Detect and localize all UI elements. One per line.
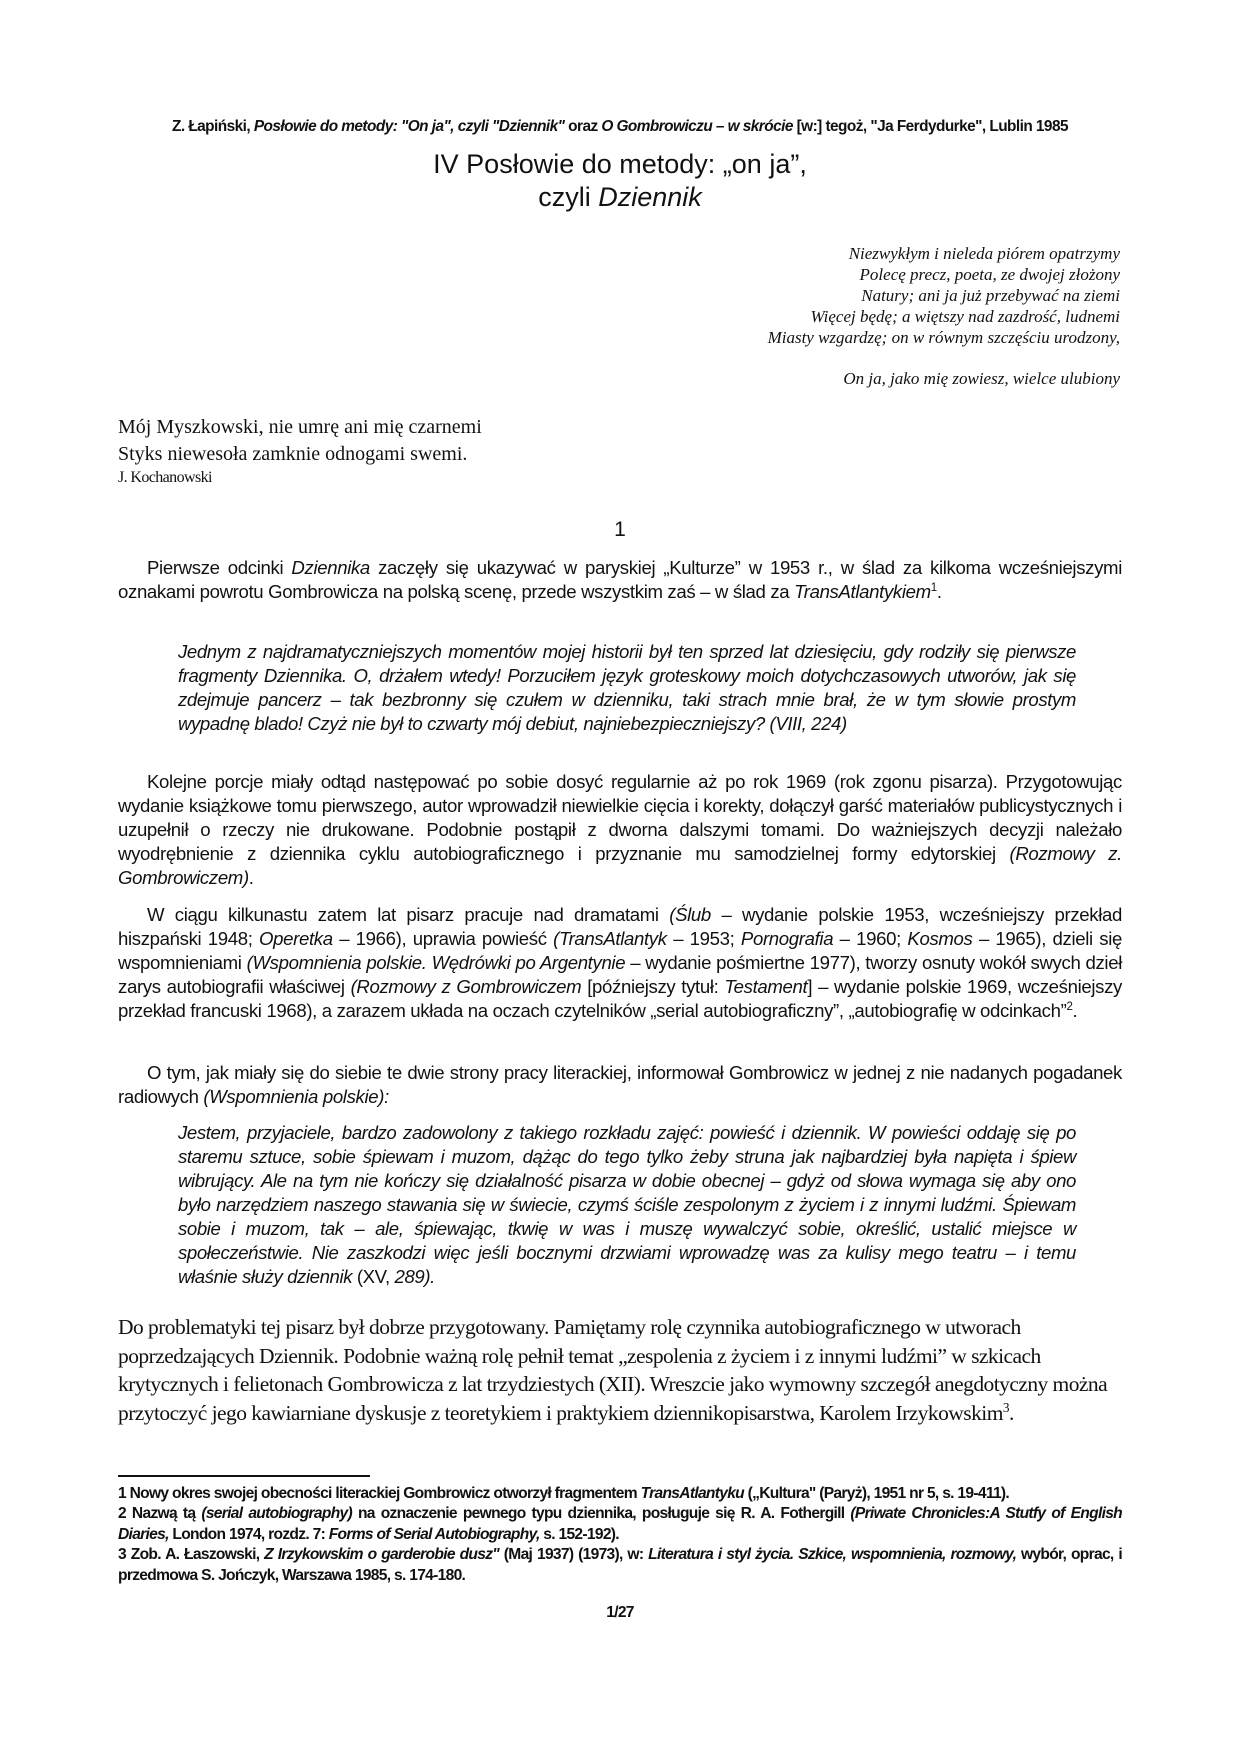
text: – 1966), uprawia powieść (332, 928, 554, 949)
section-number: 1 (614, 518, 626, 541)
motto (118, 414, 818, 488)
chapter-title-prefix: czyli (538, 182, 599, 212)
motto-line: Styks niewesoła zamknie odnogami swemi. (118, 443, 468, 465)
text-italic: TransAtlantykiem (794, 581, 931, 602)
epigraph-last-line: On ja, jako mię zowiesz, wielce ulubiony (843, 369, 1120, 388)
text: wybór, oprac, i przedmowa S. Jończyk, Warszawa 1985, s. 174-180. (118, 1546, 1122, 1584)
text-italic: (Rozmowy z. Gombrowiczem) (118, 843, 1122, 888)
paragraph-1 (118, 556, 1122, 604)
chapter-title-line-1: IV Posłowie do metody: „on ja”, (433, 149, 807, 179)
text-italic: Pornografia (740, 928, 834, 949)
chapter-title (118, 148, 1122, 214)
text-italic: Testament (724, 976, 808, 997)
epigraph (600, 243, 1120, 389)
text: – 1960; (833, 928, 908, 949)
chapter-title-line-2 (118, 181, 1122, 214)
text: [późniejszy tytuł: (581, 976, 725, 997)
header-author: Z. Łapiński, (172, 118, 254, 135)
paragraph-4 (118, 1061, 1122, 1109)
text-italic: (Ślub (669, 904, 711, 925)
text: – 1965), dzieli się wspomnieniami (118, 928, 1122, 973)
paragraph-3 (118, 903, 1122, 1023)
text-italic: Literatura i styl życia. Szkice, wspomnienia, rozmowy, (648, 1546, 1017, 1564)
text-italic: (Wspomnienia polskie): (203, 1086, 389, 1107)
motto-author: J. Kochanowski (118, 469, 212, 486)
footnote-ref-3[interactable]: 3 (1002, 1399, 1009, 1415)
text: . (1072, 1000, 1078, 1021)
epigraph-line: Natury; ani ja już przebywać na ziemi (861, 286, 1120, 305)
header-source: [w:] tegoż, "Ja Ferdydurke", Lublin 1985 (792, 118, 1068, 135)
text-italic: (Wspomnienia polskie. Wędrówki po Argentynie (246, 952, 626, 973)
text: na oznaczenie pewnego typu dziennika, posługuje się R. A. Fothergill (352, 1505, 851, 1523)
text: . (248, 867, 254, 888)
quote-text: Jestem, przyjaciele, bardzo zadowolony z takiego rozkładu zajęć: powieść i dziennik. W powieści oddaję się po staremu sztuce, sobie śpiewam i muzom, dążąc do tego tylko żeby struna jak najbardziej była napięta i śpiew wibrujący. Ale na tym nie kończy się działalność pisarza w dobie obecnej – gdyż od słowa wymaga się aby ono było narzędziem naszego stawania się w świecie, czymś ściśle zespolonym z życiem i z innymi ludźmi. Śpiewam sobie i muzom, tak – ale, śpiewając, tkwię w was i muszę wywalczyć sobie, określić, ustalić miejsce w społeczeństwie. Nie zaszkodzi więc jeśli bocznymi drzwiami wprowadzę was za kulisy mego teatru – i temu właśnie służy dziennik (178, 1122, 1076, 1287)
running-header-reference (118, 118, 1122, 136)
text: 1 Nowy okres swojej obecności literackiej Gombrowicz otworzył fragmentem (118, 1485, 641, 1502)
epigraph-line: Niezwykłym i nieleda piórem opatrzymy (848, 244, 1120, 263)
footnotes (118, 1484, 1122, 1586)
text: . (1009, 1400, 1014, 1425)
text: – wydanie pośmiertne 1977), tworzy osnuty wokół swych dzieł zarys autobiografii właściwej (118, 952, 1122, 997)
quote-citation-page: 289). (394, 1266, 435, 1287)
text-italic: Forms of Serial Autobiography, (328, 1525, 540, 1543)
footnote-ref-1[interactable]: 1 (930, 581, 937, 594)
text: („Kultura" (Paryż), 1951 nr 5, s. 19-411). (744, 1485, 1010, 1502)
block-quote-2 (178, 1121, 1076, 1289)
text: – wydanie polskie 1953, wcześniejszy przekład hiszpański 1948; (118, 904, 1122, 949)
text-italic: Z Irzykowskim o garderobie dusz" (264, 1546, 500, 1564)
quote-citation: (XV, (356, 1266, 395, 1287)
footnote-2 (118, 1504, 1122, 1545)
text-italic: (Rozmowy z Gombrowiczem (350, 976, 582, 997)
paragraph-2 (118, 770, 1122, 890)
footnote-separator (118, 1475, 370, 1477)
page-number: 1/27 (606, 1604, 634, 1621)
chapter-title-italic: Dziennik (598, 182, 702, 212)
text: Do problematyki tej pisarz był dobrze przygotowany. Pamiętamy rolę czynnika autobiograficznego w utworach poprzedzających Dziennik. Podobnie ważną rolę pełnił temat „zespolenia z życiem i z innymi ludźmi” w szkicach krytycznych i felietonach Gombrowicza z lat trzydziestych (XII). Wreszcie jako wymowny szczegół anegdotyczny można przytoczyć jego kawiarniane dyskusje z teoretykiem i praktykiem dziennikopisarstwa, Karolem Irzykowskim (118, 1315, 1108, 1425)
footnote-3 (118, 1545, 1122, 1586)
footnote-ref-2[interactable]: 2 (1066, 1000, 1073, 1013)
text: – 1953; (666, 928, 741, 949)
header-work-title: Posłowie do metody: "On ja", czyli "Dziennik" (253, 118, 565, 135)
text: (Maj 1937) (1973), w: (499, 1546, 649, 1564)
text-italic: Kosmos (907, 928, 973, 949)
text-italic: Operetka (259, 928, 333, 949)
text: O tym, jak miały się do siebie te dwie strony pracy literackiej, informował Gombrowicz w jednej z nie nadanych pogadanek radiowych (118, 1062, 1122, 1107)
paragraph-5 (118, 1313, 1122, 1427)
text-italic: (serial autobiography) (201, 1505, 353, 1523)
text: . (936, 581, 942, 602)
text: 2 Nazwą tą (118, 1505, 202, 1523)
header-work-title-2: O Gombrowiczu – w skrócie (601, 118, 793, 135)
text: Kolejne porcje miały odtąd następować po sobie dosyć regularnie aż po rok 1969 (rok zgonu pisarza). Przygotowując wydanie książkowe tomu pierwszego, autor wprowadził niewielkie cięcia i korekty, dołączył garść materiałów publicystycznych i uzupełnił o rzeczy nie drukowane. Podobnie postąpił z dworna dalszymi tomami. Do ważniejszych decyzji należało wyodrębnienie z dziennika cyklu autobiograficznego i przyznanie mu samodzielnej formy edytorskiej (118, 771, 1122, 864)
motto-line: Mój Myszkowski, nie umrę ani mię czarnemi (118, 416, 482, 438)
text-italic: Dziennika (291, 557, 370, 578)
epigraph-line: Miasty wzgardzę; on w równym szczęściu urodzony, (767, 328, 1120, 347)
text-italic: TransAtlantyku (640, 1485, 745, 1502)
text: 3 Zob. A. Łaszowski, (118, 1546, 265, 1564)
text: ] – wydanie polskie 1969, wcześniejszy przekład francuski 1968), a zarazem układa na oczach czytelników „serial autobiograficzny”, „autobiografię w odcinkach” (118, 976, 1123, 1021)
header-connector: oraz (564, 118, 602, 135)
epigraph-line: Więcej będę; a więtszy nad zazdrość, ludnemi (810, 307, 1120, 326)
text-italic: (TransAtlantyk (553, 928, 667, 949)
block-quote-1: Jednym z najdramatyczniejszych momentów mojej historii był ten sprzed lat dziesięciu, gdy rodziły się pierwsze fragmenty Dziennika. O, drżałem wtedy! Porzuciłem język groteskowy moich dotychczasowych utworów, jak się zdejmuje pancerz – tak bezbronny się czułem w dzienniku, taki strach mnie brał, że w tym słowie prostym wypadnę blado! Czyż nie był to czwarty mój debiut, najniebezpieczniejszy? (VIII, 224) (178, 641, 1076, 734)
text-italic: (Priwate Chronicles:A Stutfy of English Diaries, (118, 1505, 1123, 1543)
text: s. 152-192). (539, 1525, 619, 1543)
text: Pierwsze odcinki (147, 557, 292, 578)
text: London 1974, rozdz. 7: (168, 1525, 329, 1543)
epigraph-line: Polecę precz, poeta, ze dwojej złożony (859, 265, 1120, 284)
epigraph-gap (600, 348, 1120, 368)
text: zaczęły się ukazywać w paryskiej „Kulturze” w 1953 r., w ślad za kilkoma wcześniejszymi oznakami powrotu Gombrowicza na polską scenę, przede wszystkim zaś – w ślad za (118, 557, 1122, 602)
footnote-1 (118, 1484, 1122, 1504)
text: W ciągu kilkunastu zatem lat pisarz pracuje nad dramatami (147, 904, 670, 925)
